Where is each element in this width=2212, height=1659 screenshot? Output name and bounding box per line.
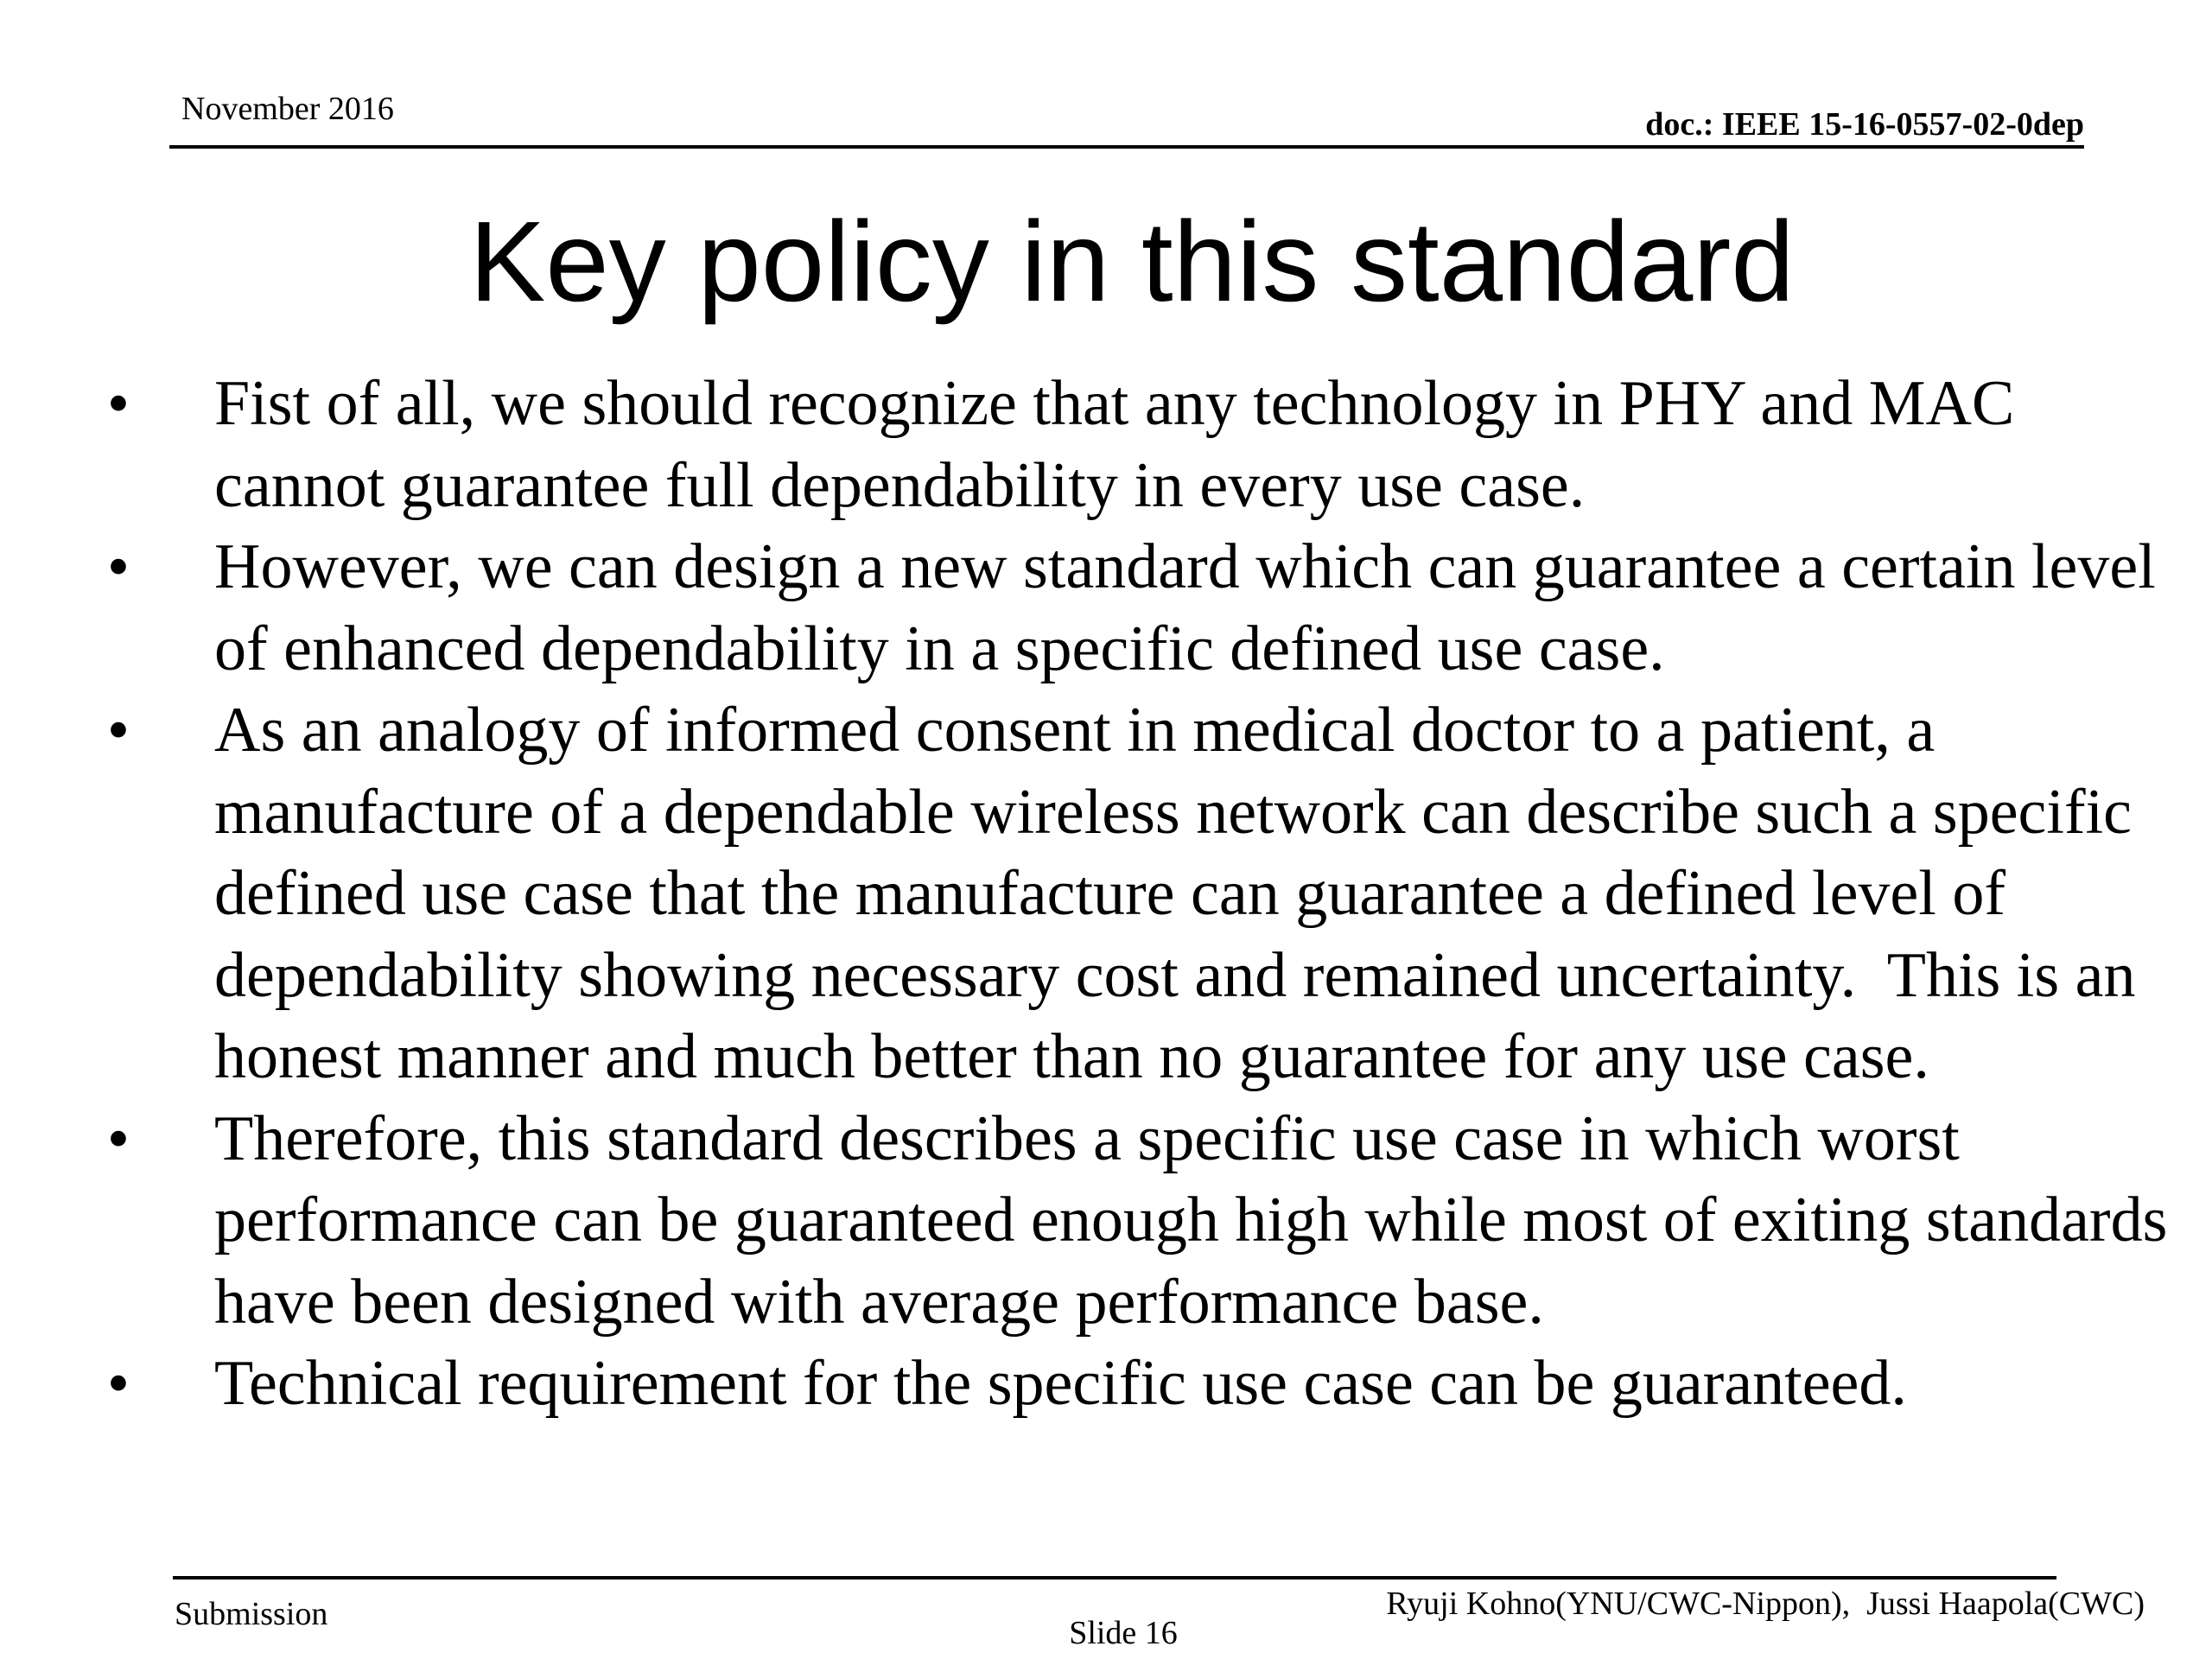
bullet-text: Technical requirement for the specific use case can be guaranteed. xyxy=(214,1348,1907,1419)
header-rule xyxy=(169,145,2084,149)
footer-slide-number: Slide 16 xyxy=(1069,1615,1178,1651)
bullet-dot-icon: • xyxy=(107,1103,130,1174)
bullet-text: Fist of all, we should recognize that any technology in PHY and MAC cannot guarantee full dependability in every use case. xyxy=(214,368,2015,521)
slide-title: Key policy in this standard xyxy=(469,198,1795,325)
bullet-item xyxy=(97,690,2179,1098)
bullet-item xyxy=(97,363,2179,526)
footer-rule xyxy=(173,1576,2056,1580)
header-doc-id: doc.: IEEE 15-16-0557-02-0dep xyxy=(1645,106,2084,143)
footer-submission: Submission xyxy=(175,1596,328,1632)
bullet-list xyxy=(97,363,2179,1425)
bullet-dot-icon: • xyxy=(107,695,130,766)
footer-author: Ryuji Kohno(YNU/CWC-Nippon), Jussi Haapola(CWC) xyxy=(1386,1586,2145,1622)
bullet-text: However, we can design a new standard which can guarantee a certain level of enhanced dependability in a specific defined use case. xyxy=(214,531,2156,684)
bullet-item xyxy=(97,1343,2179,1425)
bullet-dot-icon: • xyxy=(107,1348,130,1419)
bullet-text: As an analogy of informed consent in medical doctor to a patient, a manufacture of a dependable wireless network can describe such a specific defined use case that the manufacture can guarantee a defined level of dependability showing necessary cost and remained uncertainty. This is an honest manner and much better than no guarantee for any use case. xyxy=(214,695,2152,1092)
bullet-text: Therefore, this standard describes a specific use case in which worst performance can be guaranteed enough high while most of exiting standards have been designed with average performance base. xyxy=(214,1103,2168,1338)
bullet-item xyxy=(97,526,2179,690)
header-date: November 2016 xyxy=(181,91,394,127)
bullet-dot-icon: • xyxy=(107,368,130,439)
bullet-dot-icon: • xyxy=(107,531,130,602)
bullet-item xyxy=(97,1098,2179,1344)
